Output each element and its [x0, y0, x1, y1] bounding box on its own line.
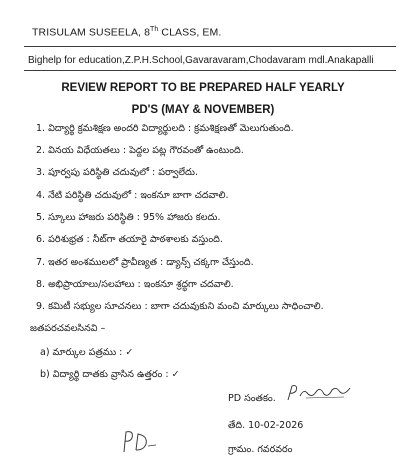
- header-rule-top: [24, 46, 396, 47]
- pd-initials-scribble: [118, 428, 158, 454]
- review-item-4: 4. నేటి పరిస్థితి చదువులో : ఇంకనూ బాగా చదవాలి.: [36, 190, 229, 201]
- pd-signature-scribble: [284, 382, 356, 406]
- student-name: TRISULAM SUSEELA, 8: [32, 26, 151, 39]
- review-item-1: 1. విద్యార్థి క్రమశిక్షణ అందరి విద్యార్థులది : క్రమశిక్షణతో మెలుగుతుంది.: [36, 123, 294, 134]
- attachment-marks-sheet: a) మార్కుల పత్రము : ✓: [40, 347, 134, 358]
- report-subtitle: PD'S (MAY & NOVEMBER): [131, 104, 275, 116]
- review-item-8: 8. అభిప్రాయాలు/సలహాలు : ఇంకనూ శ్రద్ధగా చదవాలి.: [36, 279, 234, 290]
- review-item-9: 9. కమిటీ సభ్యుల సూచనలు : బాగా చదువుకుని మంచి మార్కులు సాధించాలి.: [36, 301, 324, 312]
- attachment-donor-letter: b) విద్యార్థి దాతకు వ్రాసిన ఉత్తరం : ✓: [40, 369, 180, 380]
- class-suffix: CLASS, EM.: [158, 26, 222, 39]
- report-title: REVIEW REPORT TO BE PREPARED HALF YEARLY: [61, 82, 345, 94]
- report-date: తేది. 10-02-2026: [228, 420, 304, 431]
- attachments-heading: జతపరచవలసినవి –: [30, 323, 106, 334]
- review-item-2: 2. వినయ విధేయతలు : పెద్దల పట్ల గౌరవంతో ఉంటుంది.: [36, 145, 244, 156]
- header-rule-bottom: [24, 70, 396, 71]
- review-item-7: 7. ఇతర అంశములలో ప్రావీణ్యత : డ్యాన్స్ చక్కగా చేస్తుంది.: [36, 257, 254, 268]
- report-village: గ్రామం. గవరవరం: [228, 444, 293, 455]
- school-line: Bighelp for education,Z.P.H.School,Gavaravaram,Chodavaram mdl.Anakapalli: [28, 55, 374, 66]
- student-name-class: [32, 26, 221, 39]
- pd-signature-label: PD సంతకం.: [228, 393, 276, 404]
- review-item-3: 3. పూర్వపు పరిస్థితి చదువులో : పర్వాలేదు.: [36, 167, 198, 178]
- class-superscript: Th: [150, 26, 159, 33]
- review-item-5: 5. స్కూలు హాజరు పరిస్థితి : 95% హాజరు కలదు.: [36, 212, 221, 223]
- review-item-6: 6. పరిశుభ్రత : నీట్‌గా తయారై పాఠశాలకు వస్తుంది.: [36, 234, 223, 245]
